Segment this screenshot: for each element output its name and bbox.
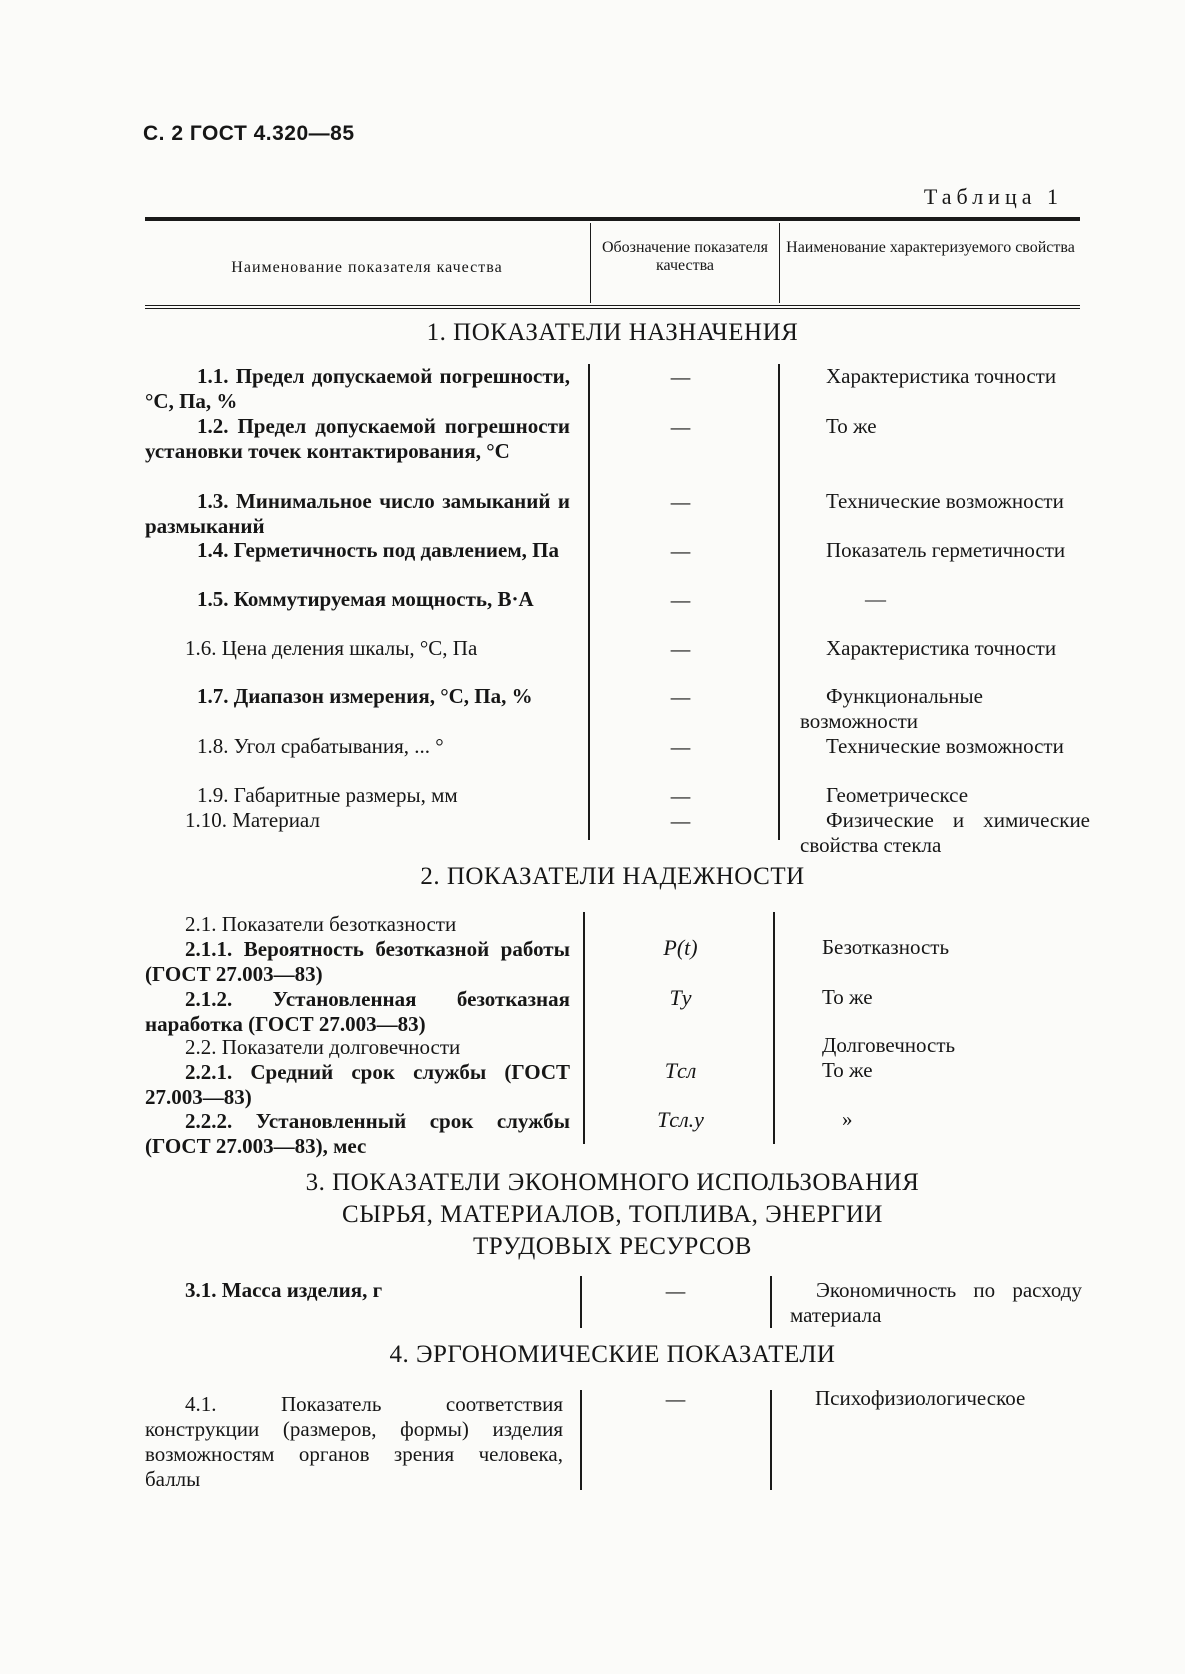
property-cell: Функциональные возможности	[800, 684, 983, 733]
table-label: Таблица 1	[923, 184, 1063, 209]
column-divider	[770, 1390, 772, 1490]
property-cell: То же	[822, 1058, 873, 1082]
designation-cell: —	[665, 1386, 686, 1411]
column-divider	[580, 1390, 582, 1490]
section-title: 1. ПОКАЗАТЕЛИ НАЗНАЧЕНИЯ	[426, 319, 799, 346]
column-header-name: Наименование показателя качества	[231, 259, 503, 276]
table-row: 1.10. Материал	[185, 808, 320, 832]
header-divider	[779, 223, 780, 303]
table-row: 1.1. Предел допускаемой погрешности, °С, Па, %	[145, 364, 570, 413]
table-row: 3.1. Масса изделия, г	[185, 1278, 383, 1302]
property-cell: Технические возможности	[826, 489, 1064, 513]
table-row: 2.1. Показатели безотказности	[185, 912, 457, 936]
designation-cell: —	[670, 538, 691, 563]
property-cell: Безотказность	[822, 935, 950, 959]
designation-cell: Tу	[669, 985, 692, 1010]
section-title: ТРУДОВЫХ РЕСУРСОВ	[473, 1233, 752, 1260]
property-cell: Долговечность	[822, 1033, 956, 1057]
column-divider	[580, 1276, 582, 1328]
property-cell: Характеристика точности	[826, 636, 1057, 660]
column-divider	[778, 364, 780, 840]
table-row: 2.2.2. Установленный срок службы (ГОСТ 27.003—83), мес	[145, 1109, 570, 1158]
property-cell: То же	[826, 414, 877, 438]
property-cell: Психофизиологическое	[815, 1386, 1026, 1410]
designation-cell: —	[670, 734, 691, 759]
designation-cell: Tсл.у	[657, 1107, 704, 1132]
table-row: 1.4. Герметичность под давлением, Па	[197, 538, 559, 562]
property-cell: Технические возможности	[826, 734, 1064, 758]
designation-cell: —	[670, 489, 691, 514]
designation-cell: —	[670, 783, 691, 808]
table-row: 2.1.1. Вероятность безотказной работы (ГОСТ 27.003—83)	[145, 937, 571, 986]
table-row: 2.2.1. Средний срок службы (ГОСТ 27.003—83)	[145, 1060, 570, 1109]
page-header: С. 2 ГОСТ 4.320—85	[143, 122, 355, 145]
table-row: 4.1. Показатель соответствия конструкции (размеров, формы) изделия возможностям органов зрения человека, баллы	[145, 1392, 564, 1491]
designation-cell: —	[670, 414, 691, 439]
designation-cell: —	[670, 636, 691, 661]
section-title: 3. ПОКАЗАТЕЛИ ЭКОНОМНОГО ИСПОЛЬЗОВАНИЯ	[305, 1169, 920, 1196]
property-cell: Характеристика точности	[826, 364, 1057, 388]
designation-cell: —	[665, 1278, 686, 1303]
table-row: 1.2. Предел допускаемой погрешности установки точек контактирования, °С	[145, 414, 570, 463]
section-title: СЫРЬЯ, МАТЕРИАЛОВ, ТОПЛИВА, ЭНЕРГИИ	[342, 1201, 883, 1228]
property-cell: Физические и химические свойства стекла	[800, 808, 1090, 857]
property-cell: —	[865, 587, 886, 611]
column-divider	[773, 912, 775, 1144]
table-header	[145, 217, 1080, 309]
section-title: 4. ЭРГОНОМИЧЕСКИЕ ПОКАЗАТЕЛИ	[389, 1341, 836, 1368]
property-cell: Геометрическсе	[826, 783, 969, 807]
table-row: 2.2. Показатели долговечности	[185, 1035, 461, 1059]
designation-cell: —	[670, 684, 691, 709]
table-row: 1.8. Угол срабатывания, ... °	[197, 734, 444, 758]
column-header-designation: Обозначение показателя качества	[601, 239, 769, 274]
column-divider	[583, 912, 585, 1144]
designation-cell: —	[670, 587, 691, 612]
property-cell: Показатель герметичности	[826, 538, 1066, 562]
section-title: 2. ПОКАЗАТЕЛИ НАДЕЖНОСТИ	[420, 863, 805, 890]
designation-cell: —	[670, 808, 691, 833]
column-divider	[770, 1276, 772, 1328]
column-header-property: Наименование характеризуемого свойства	[786, 239, 1075, 256]
table-row: 1.7. Диапазон измерения, °С, Па, %	[197, 684, 533, 708]
table-row: 1.9. Габаритные размеры, мм	[197, 783, 458, 807]
designation-cell: —	[670, 364, 691, 389]
table-row: 1.3. Минимальное число замыканий и размыканий	[145, 489, 570, 538]
table-row: 2.1.2. Установленная безотказная наработка (ГОСТ 27.003—83)	[145, 987, 571, 1036]
header-divider	[590, 223, 591, 303]
property-cell: Экономичность по расходу материала	[790, 1278, 1082, 1327]
table-row: 1.6. Цена деления шкалы, °С, Па	[185, 636, 478, 660]
property-cell: То же	[822, 985, 873, 1009]
property-cell: »	[842, 1107, 853, 1131]
designation-cell: P(t)	[663, 935, 698, 960]
table-row: 1.5. Коммутируемая мощность, В·А	[197, 587, 534, 611]
designation-cell: Tсл	[664, 1058, 697, 1083]
